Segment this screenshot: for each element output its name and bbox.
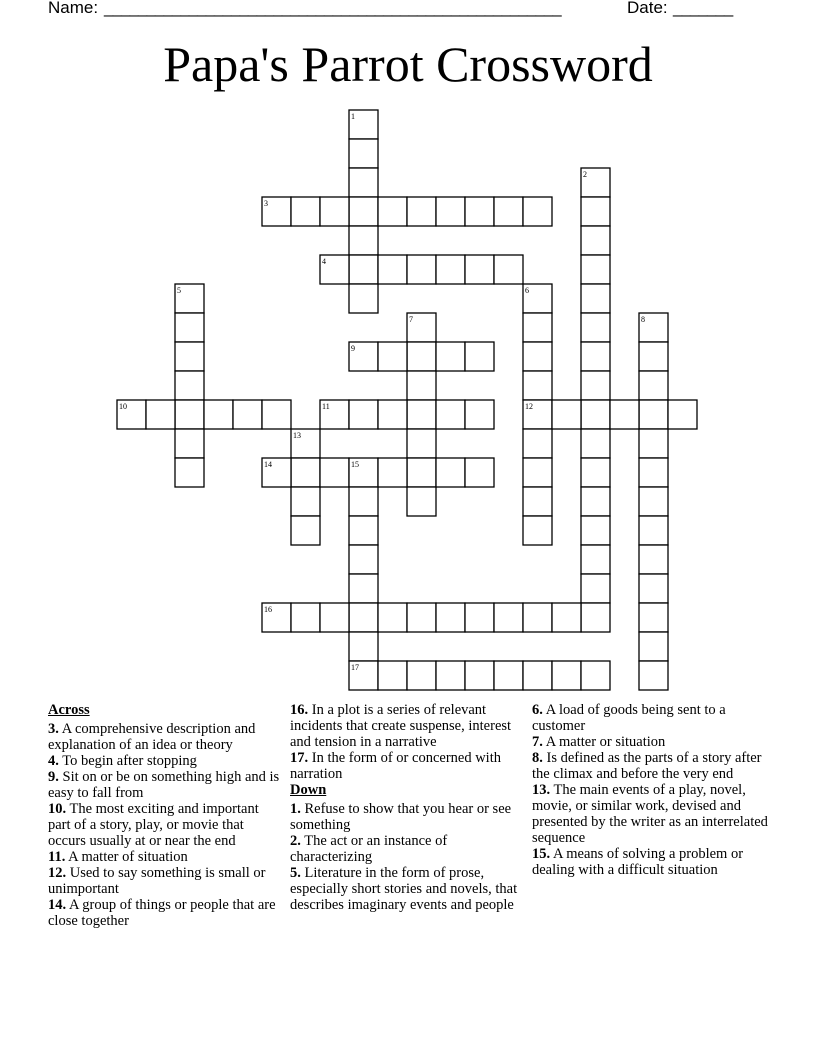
- name-field[interactable]: ______________________________________________________: [104, 0, 561, 17]
- grid-cell[interactable]: [523, 371, 552, 400]
- grid-cell[interactable]: [349, 603, 378, 632]
- grid-cell[interactable]: [349, 168, 378, 197]
- grid-cell[interactable]: [407, 603, 436, 632]
- grid-cell[interactable]: [494, 255, 523, 284]
- clue-number: 1.: [290, 801, 301, 817]
- grid-cell[interactable]: [436, 342, 465, 371]
- clue-item: [290, 702, 525, 750]
- grid-cell[interactable]: [465, 342, 494, 371]
- grid-cell[interactable]: [581, 516, 610, 545]
- grid-cell[interactable]: [639, 632, 668, 661]
- clue-number: 8.: [532, 750, 543, 766]
- grid-cell[interactable]: [349, 516, 378, 545]
- grid-cell[interactable]: [581, 371, 610, 400]
- clue-text: A load of goods being sent to a customer: [532, 702, 726, 734]
- grid-cell[interactable]: [465, 400, 494, 429]
- cell-number: 3: [264, 199, 268, 208]
- grid-cell[interactable]: [262, 400, 291, 429]
- grid-cell[interactable]: [175, 429, 204, 458]
- grid-cell[interactable]: [581, 313, 610, 342]
- clue-item: [48, 753, 283, 769]
- clue-number: 9.: [48, 769, 59, 785]
- grid-cell[interactable]: [523, 313, 552, 342]
- clue-item: [48, 865, 283, 897]
- grid-cell[interactable]: [175, 313, 204, 342]
- grid-cell[interactable]: [552, 400, 581, 429]
- grid-cell[interactable]: [523, 661, 552, 690]
- grid-cell[interactable]: [291, 487, 320, 516]
- clue-item: [532, 702, 772, 734]
- grid-cell[interactable]: [175, 342, 204, 371]
- grid-cell[interactable]: [146, 400, 175, 429]
- grid-cell[interactable]: [523, 342, 552, 371]
- grid-cell[interactable]: [378, 603, 407, 632]
- grid-cell[interactable]: [639, 429, 668, 458]
- clue-item: [532, 846, 772, 878]
- clue-number: 13.: [532, 782, 551, 798]
- clue-item: [532, 782, 772, 846]
- clue-item: [532, 734, 772, 750]
- clue-item: [532, 750, 772, 782]
- clue-number: 2.: [290, 833, 301, 849]
- grid-cell[interactable]: [581, 226, 610, 255]
- grid-cell[interactable]: [349, 632, 378, 661]
- clue-text: Sit on or be on something high and is easy to fall from: [48, 769, 280, 801]
- grid-cell[interactable]: [639, 342, 668, 371]
- grid-cell[interactable]: [523, 603, 552, 632]
- clue-column-3: [532, 702, 772, 878]
- grid-cell[interactable]: [175, 458, 204, 487]
- clue-item: [290, 865, 525, 913]
- grid-cell[interactable]: [436, 661, 465, 690]
- grid-cell[interactable]: [639, 603, 668, 632]
- clue-text: In a plot is a series of relevant incidents that create suspense, interest and tension in a narrative: [290, 702, 512, 750]
- clue-text: A matter or situation: [542, 734, 666, 750]
- grid-cell[interactable]: [465, 603, 494, 632]
- grid-cell[interactable]: [349, 139, 378, 168]
- clue-text: The main events of a play, novel, movie, or similar work, devised and presented by the writer as an interrelated sequence: [532, 782, 768, 846]
- down-clue-list: [290, 801, 525, 913]
- grid-cell[interactable]: [291, 516, 320, 545]
- clue-number: 16.: [290, 702, 309, 718]
- grid-cell[interactable]: [407, 429, 436, 458]
- clue-text: To begin after stopping: [58, 753, 197, 769]
- grid-cell[interactable]: [465, 458, 494, 487]
- grid-cell[interactable]: [407, 400, 436, 429]
- clue-text: The act or an instance of characterizing: [290, 833, 448, 865]
- grid-cell[interactable]: [320, 603, 349, 632]
- grid-cell[interactable]: [407, 197, 436, 226]
- grid-cell[interactable]: [581, 197, 610, 226]
- clue-number: 6.: [532, 702, 543, 718]
- grid-cell[interactable]: [378, 255, 407, 284]
- cell-number: 4: [322, 257, 326, 266]
- down-heading: Down: [290, 782, 327, 798]
- grid-cell[interactable]: [378, 458, 407, 487]
- clue-item: [290, 750, 525, 782]
- grid-cell[interactable]: [523, 458, 552, 487]
- clue-number: 10.: [48, 801, 67, 817]
- date-field[interactable]: _______: [673, 0, 733, 17]
- grid-cell[interactable]: [581, 342, 610, 371]
- grid-cell[interactable]: [233, 400, 262, 429]
- clue-number: 12.: [48, 865, 67, 881]
- grid-cell[interactable]: [581, 429, 610, 458]
- grid-cell[interactable]: [523, 197, 552, 226]
- cell-number: 10: [119, 402, 127, 411]
- grid-cell[interactable]: [494, 197, 523, 226]
- grid-cell[interactable]: [494, 603, 523, 632]
- grid-cell[interactable]: [349, 255, 378, 284]
- cell-number: 15: [351, 460, 359, 469]
- grid-cell[interactable]: [552, 661, 581, 690]
- grid-cell[interactable]: [349, 197, 378, 226]
- grid-cell[interactable]: [320, 197, 349, 226]
- clue-item: [290, 801, 525, 833]
- grid-cell[interactable]: [465, 197, 494, 226]
- grid-cell[interactable]: [581, 284, 610, 313]
- grid-cell[interactable]: [407, 458, 436, 487]
- name-label: Name:: [48, 0, 99, 17]
- grid-cell[interactable]: [407, 342, 436, 371]
- cell-number: 17: [351, 663, 359, 672]
- clue-number: 5.: [290, 865, 301, 881]
- grid-cell[interactable]: [523, 429, 552, 458]
- grid-cell[interactable]: [465, 661, 494, 690]
- grid-cell[interactable]: [378, 342, 407, 371]
- clue-number: 11.: [48, 849, 66, 865]
- grid-cell[interactable]: [494, 661, 523, 690]
- grid-cell[interactable]: [349, 400, 378, 429]
- grid-cell[interactable]: [668, 400, 697, 429]
- cell-number: 2: [583, 170, 587, 179]
- grid-cell[interactable]: [436, 197, 465, 226]
- cell-number: 1: [351, 112, 355, 121]
- clue-number: 3.: [48, 721, 59, 737]
- grid-cell[interactable]: [349, 545, 378, 574]
- date-label: Date:: [627, 0, 668, 17]
- across-clue-list-continued: [290, 702, 525, 782]
- grid-cell[interactable]: [581, 400, 610, 429]
- grid-cell[interactable]: [639, 516, 668, 545]
- cell-number: 11: [322, 402, 330, 411]
- cell-number: 6: [525, 286, 529, 295]
- grid-cell[interactable]: [378, 400, 407, 429]
- grid-cell[interactable]: [523, 516, 552, 545]
- grid-cell[interactable]: [581, 574, 610, 603]
- cell-number: 7: [409, 315, 413, 324]
- grid-cell[interactable]: [581, 458, 610, 487]
- grid-cell[interactable]: [639, 661, 668, 690]
- clue-text: A means of solving a problem or dealing with a difficult situation: [532, 846, 744, 878]
- grid-cell[interactable]: [581, 545, 610, 574]
- clue-text: A matter of situation: [65, 849, 188, 865]
- clue-item: [48, 769, 283, 801]
- grid-cell[interactable]: [407, 487, 436, 516]
- grid-cell[interactable]: [581, 661, 610, 690]
- grid-cell[interactable]: [639, 545, 668, 574]
- clue-item: [48, 849, 283, 865]
- clue-number: 4.: [48, 753, 59, 769]
- clue-text: Literature in the form of prose, especially short stories and novels, that describes imaginary events and people: [290, 865, 518, 913]
- grid-cell[interactable]: [204, 400, 233, 429]
- grid-cell[interactable]: [349, 284, 378, 313]
- cell-number: 8: [641, 315, 645, 324]
- grid-cell[interactable]: [436, 458, 465, 487]
- clue-number: 14.: [48, 897, 67, 913]
- cell-number: 14: [264, 460, 272, 469]
- grid-cell[interactable]: [175, 371, 204, 400]
- clue-number: 7.: [532, 734, 543, 750]
- grid-cell[interactable]: [378, 661, 407, 690]
- clue-item: [290, 833, 525, 865]
- grid-cell[interactable]: [639, 574, 668, 603]
- clue-text: In the form of or concerned with narration: [290, 750, 501, 782]
- grid-cell[interactable]: [552, 603, 581, 632]
- grid-cell[interactable]: [407, 661, 436, 690]
- clue-item: [48, 897, 283, 929]
- grid-cell[interactable]: [581, 603, 610, 632]
- grid-cell[interactable]: [610, 400, 639, 429]
- grid-cell[interactable]: [320, 458, 349, 487]
- grid-cell[interactable]: [407, 255, 436, 284]
- grid-cell[interactable]: [175, 400, 204, 429]
- grid-cell[interactable]: [581, 487, 610, 516]
- grid-cell[interactable]: [639, 371, 668, 400]
- clue-text: Refuse to show that you hear or see something: [290, 801, 512, 833]
- down-clue-list-continued: [532, 702, 772, 878]
- grid-cell[interactable]: [291, 458, 320, 487]
- clue-column-1: [48, 702, 283, 929]
- across-clue-list: [48, 721, 283, 929]
- clue-number: 15.: [532, 846, 551, 862]
- grid-cell[interactable]: [639, 487, 668, 516]
- grid-cell[interactable]: [523, 487, 552, 516]
- grid-cell[interactable]: [436, 603, 465, 632]
- cell-number: 12: [525, 402, 533, 411]
- clue-text: Used to say something is small or unimportant: [48, 865, 266, 897]
- clue-text: Is defined as the parts of a story after the climax and before the very end: [532, 750, 762, 782]
- grid-cell[interactable]: [378, 197, 407, 226]
- across-heading: Across: [48, 702, 90, 718]
- grid-cell[interactable]: [291, 603, 320, 632]
- clue-column-2: [290, 702, 525, 913]
- cell-number: 9: [351, 344, 355, 353]
- grid-cell[interactable]: [436, 400, 465, 429]
- clue-text: The most exciting and important part of a story, play, or movie that occurs usually at or near the end: [48, 801, 259, 849]
- clue-item: [48, 721, 283, 753]
- grid-cell[interactable]: [639, 458, 668, 487]
- clue-text: A group of things or people that are close together: [48, 897, 276, 929]
- cell-number: 5: [177, 286, 181, 295]
- grid-cell[interactable]: [349, 574, 378, 603]
- clue-text: A comprehensive description and explanation of an idea or theory: [48, 721, 256, 753]
- grid-cell[interactable]: [349, 487, 378, 516]
- clue-number: 17.: [290, 750, 309, 766]
- grid-cell[interactable]: [349, 226, 378, 255]
- cell-number: 16: [264, 605, 272, 614]
- grid-cell[interactable]: [407, 371, 436, 400]
- cell-number: 13: [293, 431, 301, 440]
- grid-cell[interactable]: [465, 255, 494, 284]
- grid-cell[interactable]: [436, 255, 465, 284]
- grid-cell[interactable]: [291, 197, 320, 226]
- page-title: Papa's Parrot Crossword: [163, 36, 653, 92]
- grid-cell[interactable]: [639, 400, 668, 429]
- grid-cell[interactable]: [581, 255, 610, 284]
- clue-item: [48, 801, 283, 849]
